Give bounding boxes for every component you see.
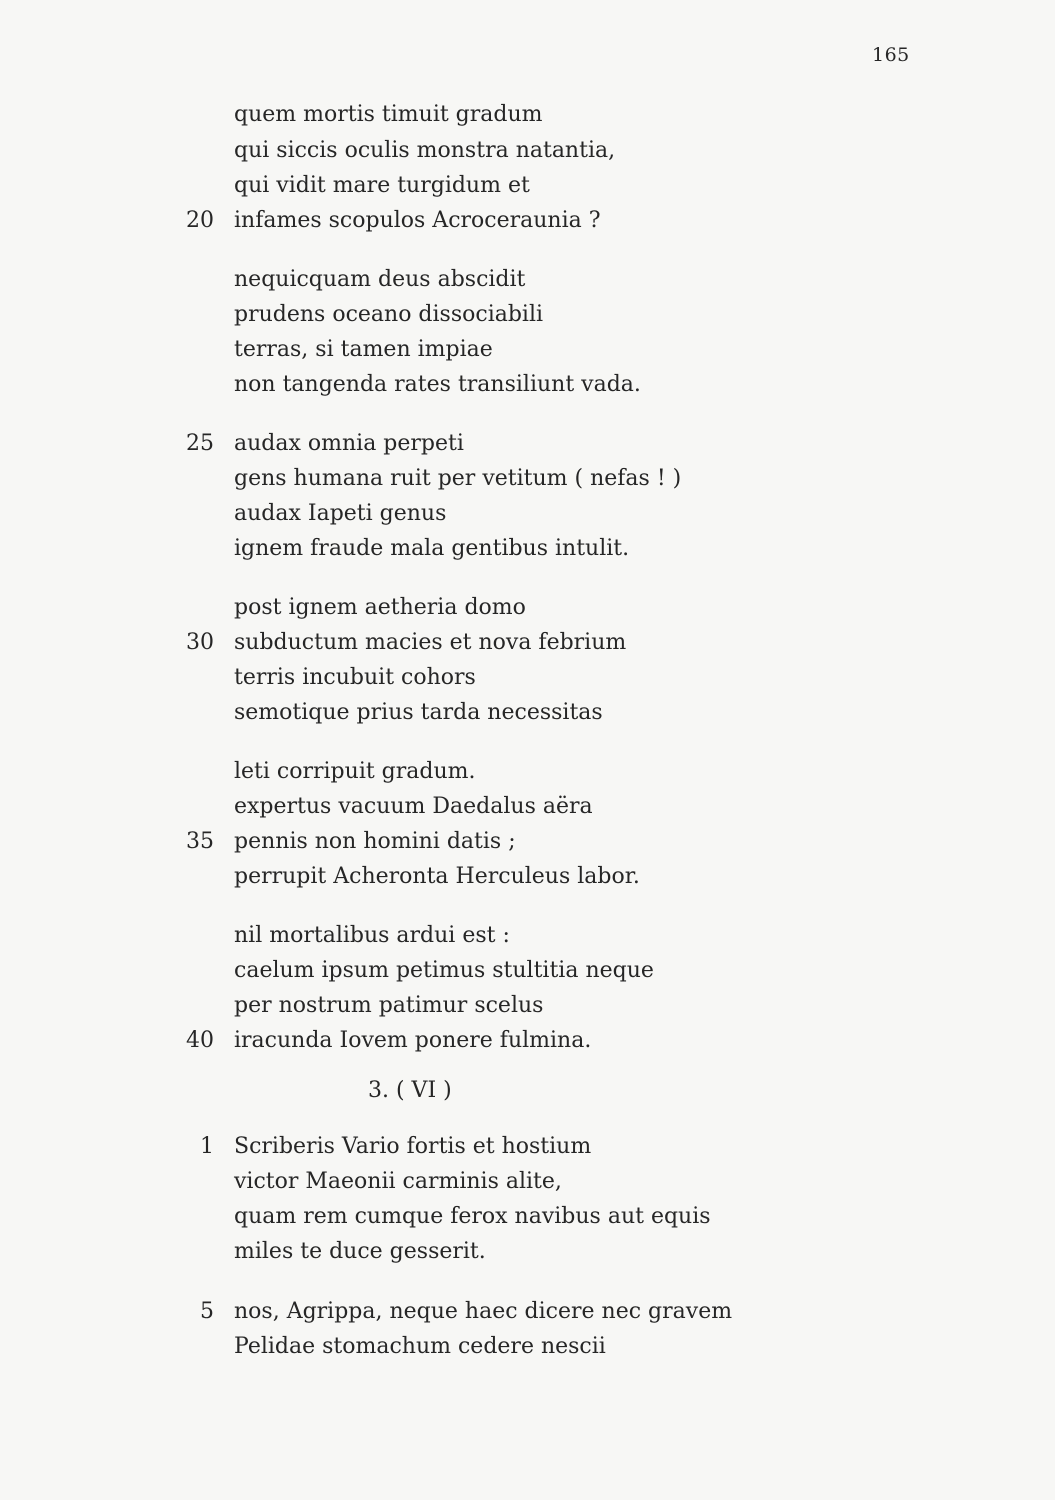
- verse-line: audax omnia perpeti: [234, 431, 464, 456]
- verse-line: quam rem cumque ferox navibus aut equis: [234, 1204, 711, 1229]
- verse-line: expertus vacuum Daedalus aëra: [234, 794, 593, 819]
- line-number: 20: [186, 208, 214, 233]
- verse-line: post ignem aetheria domo: [234, 595, 526, 620]
- verse-line: semotique prius tarda necessitas: [234, 700, 603, 725]
- verse-line: qui siccis oculis monstra natantia,: [234, 138, 616, 163]
- section-heading: 3. ( VI ): [368, 1078, 452, 1103]
- verse-line: miles te duce gesserit.: [234, 1239, 486, 1264]
- verse-line: terras, si tamen impiae: [234, 337, 493, 362]
- verse-line: terris incubuit cohors: [234, 665, 476, 690]
- line-number: 35: [186, 829, 214, 854]
- verse-line: qui vidit mare turgidum et: [234, 173, 530, 198]
- verse-line: Pelidae stomachum cedere nescii: [234, 1334, 606, 1359]
- verse-line: per nostrum patimur scelus: [234, 993, 544, 1018]
- verse-line: audax Iapeti genus: [234, 501, 447, 526]
- verse-line: prudens oceano dissociabili: [234, 302, 544, 327]
- line-number: 25: [186, 431, 214, 456]
- verse-line: ignem fraude mala gentibus intulit.: [234, 536, 630, 561]
- line-number: 30: [186, 630, 214, 655]
- verse-line: subductum macies et nova febrium: [234, 630, 627, 655]
- line-number: 5: [200, 1299, 214, 1324]
- verse-line: caelum ipsum petimus stultitia neque: [234, 958, 654, 983]
- verse-line: nequicquam deus abscidit: [234, 267, 526, 292]
- line-number: 1: [200, 1134, 214, 1159]
- verse-line: gens humana ruit per vetitum ( nefas ! ): [234, 466, 682, 491]
- verse-line: nil mortalibus ardui est :: [234, 923, 510, 948]
- verse-line: quem mortis timuit gradum: [234, 102, 543, 127]
- page-number: 165: [872, 44, 910, 66]
- verse-line: infames scopulos Acroceraunia ?: [234, 208, 601, 233]
- verse-line: non tangenda rates transiliunt vada.: [234, 372, 641, 397]
- verse-line: nos, Agrippa, neque haec dicere nec gravem: [234, 1299, 733, 1324]
- verse-line: leti corripuit gradum.: [234, 759, 476, 784]
- verse-line: pennis non homini datis ;: [234, 829, 516, 854]
- verse-line: Scriberis Vario fortis et hostium: [234, 1134, 592, 1159]
- verse-line: iracunda Iovem ponere fulmina.: [234, 1028, 592, 1053]
- line-number: 40: [186, 1028, 214, 1053]
- verse-line: perrupit Acheronta Herculeus labor.: [234, 864, 640, 889]
- verse-line: victor Maeonii carminis alite,: [234, 1169, 562, 1194]
